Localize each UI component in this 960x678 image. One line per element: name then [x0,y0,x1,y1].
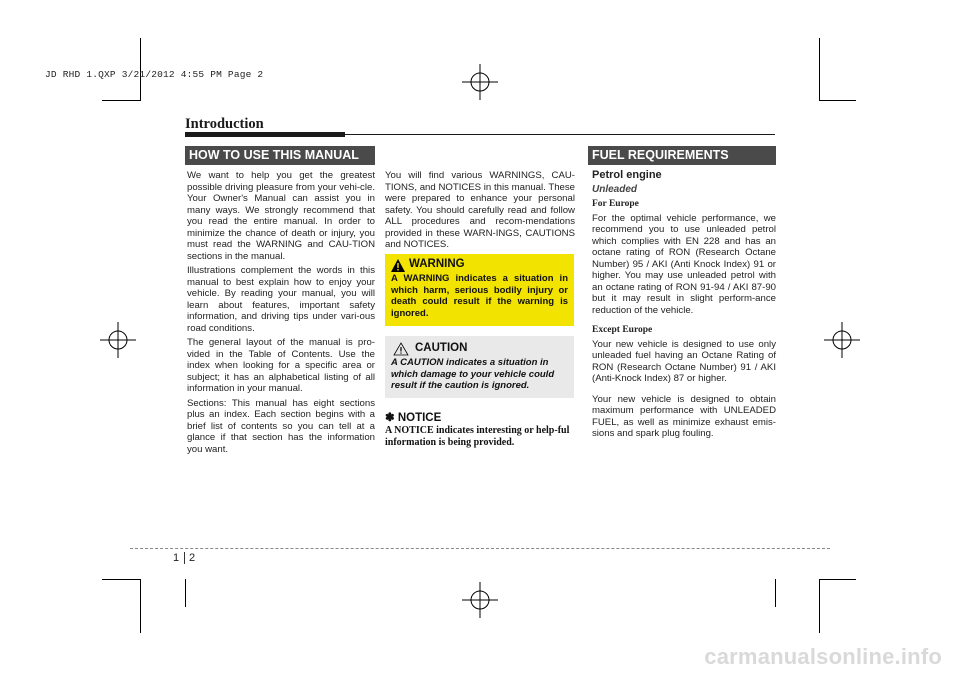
registration-mark-icon [822,320,862,360]
crop-mark [102,579,140,580]
caution-triangle-icon [393,342,409,356]
how-to-heading: HOW TO USE THIS MANUAL [185,146,375,165]
notice-text: A NOTICE indicates interesting or help-ful information is being provided. [385,425,570,448]
print-slug: JD RHD 1.QXP 3/21/2012 4:55 PM Page 2 [45,69,264,80]
section-number: 1 [173,552,180,564]
caution-box [385,336,574,398]
except-europe-label: Except Europe [592,325,653,335]
header-bar [185,132,345,137]
middle-paragraph: You will find various WARNINGS, CAU-TIONS, and NOTICES in this manual. These were prepared to enhance your personal safety. You should carefully read and follow ALL procedures and recom-mendations provided in these WARN-INGS, CAUTIONS and NOTICES. [385,170,575,250]
crop-mark [819,38,820,101]
crop-mark [185,579,186,607]
page-title: Introduction [185,116,264,132]
paragraph: Illustrations complement the words in this manual to best explain how to enjoy your vehicle. By reading your manual, you will learn about features, important safety information, and driving tips under vari-ous road conditions. [187,265,375,334]
crop-mark [775,579,776,607]
page-number-divider [184,552,185,564]
caution-title: CAUTION [415,342,468,354]
warning-title: WARNING [409,258,465,270]
crop-mark [140,579,141,633]
crop-mark [819,579,820,633]
footer-rule [130,548,830,549]
fuel-body [592,170,776,443]
how-to-body [187,170,375,458]
warning-box [385,254,574,326]
crop-mark [820,100,856,101]
paragraph: We want to help you get the greatest possible driving pleasure from your vehi-cle. Your Owner's Manual can assist you in many ways. We strongly recommend that you read the entire manual. In order to minimize the chance of death or injury, you must read the WARNING and CAU-TION sections in the manual. [187,170,375,262]
warning-text: A WARNING indicates a situation in which harm, serious bodily injury or death could result if the warning is ignored. [391,273,568,319]
for-europe-text: For the optimal vehicle performance, we recommend you to use unleaded petrol which complies with EN 228 and has an octane rating of RON (Research Octane Number) 95 / AKI (Anti Knock Index) 91 or higher. You may use unleaded petrol with an octane rating of RON 91-94 / AKI 87-90 but it may result in slight perform-ance reduction of the vehicle. [592,212,776,316]
notice-title: ✽ NOTICE [385,412,442,424]
for-europe-label: For Europe [592,199,639,209]
warning-triangle-icon [391,259,405,272]
except-europe-text: Your new vehicle is designed to use only unleaded fuel having an Octane Rating of RON (Research Octane Number) 91 / AKI (Anti-Knock Index) 87 or higher. [592,338,776,384]
crop-mark [820,579,856,580]
paragraph: The general layout of the manual is pro-vided in the Table of Contents. Use the index when looking for a specific area or subject; it has an alphabetical listing of all information in your manual. [187,337,375,394]
crop-mark [102,100,140,101]
fuel-heading: FUEL REQUIREMENTS [588,146,776,165]
page-number: 2 [189,552,196,564]
paragraph: Sections: This manual has eight sections plus an index. Each section begins with a brief list of contents so you can tell at a glance if that section has the information you want. [187,397,375,455]
registration-mark-icon [98,320,138,360]
extra-fuel-text: Your new vehicle is designed to obtain maximum performance with UNLEADED FUEL, as well as minimize exhaust emis-sions and spark plug fouling. [592,393,776,439]
caution-text: A CAUTION indicates a situation in which damage to your vehicle could result if the caution is ignored. [391,357,555,391]
watermark: carmanualsonline.info [704,644,942,669]
header-rule [345,134,775,135]
registration-mark-icon [460,62,500,102]
unleaded-heading: Unleaded [592,183,638,195]
engine-heading: Petrol engine [592,169,662,181]
registration-mark-icon [460,580,500,620]
